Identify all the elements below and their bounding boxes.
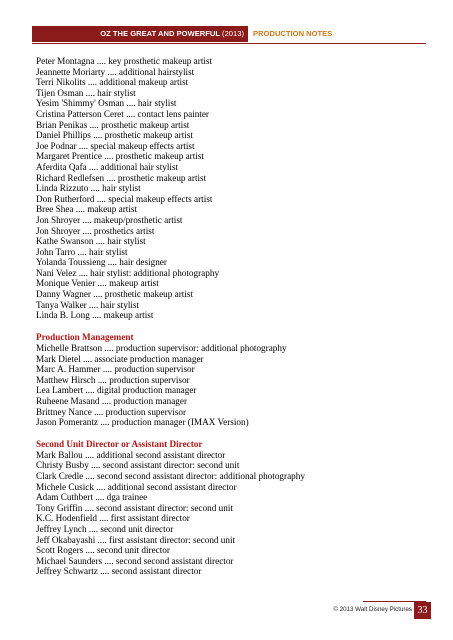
credit-line: Mark Ballou .... additional second assistant director xyxy=(36,449,226,460)
credit-line: Joe Podnar .... special makeup effects artist xyxy=(36,140,195,151)
credit-line: Yolanda Toussieng .... hair designer xyxy=(36,257,167,268)
second-unit-heading: Second Unit Director or Assistant Director xyxy=(36,439,203,450)
credit-line: Terri Nikolits .... additional makeup artist xyxy=(36,77,189,88)
credit-line: Richard Redlefsen .... prosthetic makeup artist xyxy=(36,172,207,183)
credit-line: K.C. Hodenfield .... first assistant director xyxy=(36,513,190,524)
credit-line: Jeannette Moriarty .... additional hairstylist xyxy=(36,66,195,77)
credit-line: Danny Wagner .... prosthetic makeup artist xyxy=(36,289,194,300)
credits-body xyxy=(36,56,426,577)
credit-line: Jeffrey Lynch .... second unit director xyxy=(36,523,174,534)
credit-line: Daniel Phillips .... prosthetic makeup artist xyxy=(36,130,193,141)
credit-line: Jeff Okabayashi .... first assistant director: second unit xyxy=(36,534,236,545)
credit-line: Michael Saunders .... second second assistant director xyxy=(36,555,234,566)
credit-line: Marc A. Hammer .... production supervisor xyxy=(36,364,195,375)
credit-line: Don Rutherford .... special makeup effects artist xyxy=(36,193,213,204)
credit-line: Bree Shea .... makeup artist xyxy=(36,204,138,215)
credit-line: Linda Rizzuto .... hair stylist xyxy=(36,183,141,194)
credit-line: Matthew Hirsch .... production supervisor xyxy=(36,374,190,385)
header-rule xyxy=(32,43,426,44)
section-label: PRODUCTION NOTES xyxy=(253,29,333,38)
credit-line: Jon Shroyer .... makeup/prosthetic artist xyxy=(36,214,183,225)
credit-line: Cristina Patterson Ceret .... contact lens painter xyxy=(36,108,209,119)
credit-line: Brittney Nance .... production supervisor xyxy=(36,406,187,417)
credit-line: Linda B. Long .... makeup artist xyxy=(36,310,154,321)
document-title-bar xyxy=(32,26,248,42)
credit-line: Nani Velez .... hair stylist: additional photography xyxy=(36,267,220,278)
second-unit-list xyxy=(36,450,426,577)
copyright-notice: © 2013 Walt Disney Pictures xyxy=(333,606,412,613)
production-management-list xyxy=(36,343,426,428)
credit-line: Lea Lambert .... digital production manager xyxy=(36,385,197,396)
credit-line: Monique Venier .... makeup artist xyxy=(36,278,159,289)
credit-line: Jason Pomerantz .... production manager (IMAX Version) xyxy=(36,417,249,428)
makeup-credits-list xyxy=(36,56,426,321)
credit-line: Mark Dietel .... associate production manager xyxy=(36,353,204,364)
page-number: 33 xyxy=(414,602,431,619)
credit-line: Kathe Swanson .... hair stylist xyxy=(36,236,146,247)
credit-line: Scott Rogers .... second unit director xyxy=(36,545,170,556)
credit-line: John Tarro .... hair stylist xyxy=(36,246,128,257)
credit-line: Adam Cuthbert .... dga trainee xyxy=(36,492,148,503)
footer-rule xyxy=(363,601,426,602)
credit-line: Clark Credle .... second second assistant director: additional photography xyxy=(36,470,305,481)
credit-line: Michelle Brattson .... production supervisor: additional photography xyxy=(36,342,287,353)
credit-line: Jeffrey Schwartz .... second assistant director xyxy=(36,566,202,577)
page-header xyxy=(32,26,426,44)
section-spacer xyxy=(36,428,426,440)
credit-line: Brian Penikas .... prosthetic makeup artist xyxy=(36,119,190,130)
document-title: OZ THE GREAT AND POWERFUL xyxy=(100,29,220,38)
credit-line: Michele Cusick .... additional second assistant director xyxy=(36,481,237,492)
credit-line: Aferdita Qafa .... additional hair stylist xyxy=(36,161,179,172)
credit-line: Margaret Prentice .... prosthetic makeup artist xyxy=(36,151,204,162)
credit-line: Ruheene Masand .... production manager xyxy=(36,395,188,406)
document-year: (2013) xyxy=(222,29,244,38)
credit-line: Peter Montagna .... key prosthetic makeup artist xyxy=(36,56,213,66)
production-management-heading: Production Management xyxy=(36,332,134,343)
credit-line: Christy Busby .... second assistant director: second unit xyxy=(36,460,240,471)
credit-line: Tijen Osman .... hair stylist xyxy=(36,87,136,98)
credit-line: Yesim 'Shimmy' Osman .... hair stylist xyxy=(36,98,177,109)
credit-line: Tony Griffin .... second assistant director: second unit xyxy=(36,502,233,513)
credit-line: Jon Shroyer .... prosthetics artist xyxy=(36,225,155,236)
credit-line: Tanya Walker .... hair stylist xyxy=(36,299,140,310)
section-spacer xyxy=(36,321,426,333)
